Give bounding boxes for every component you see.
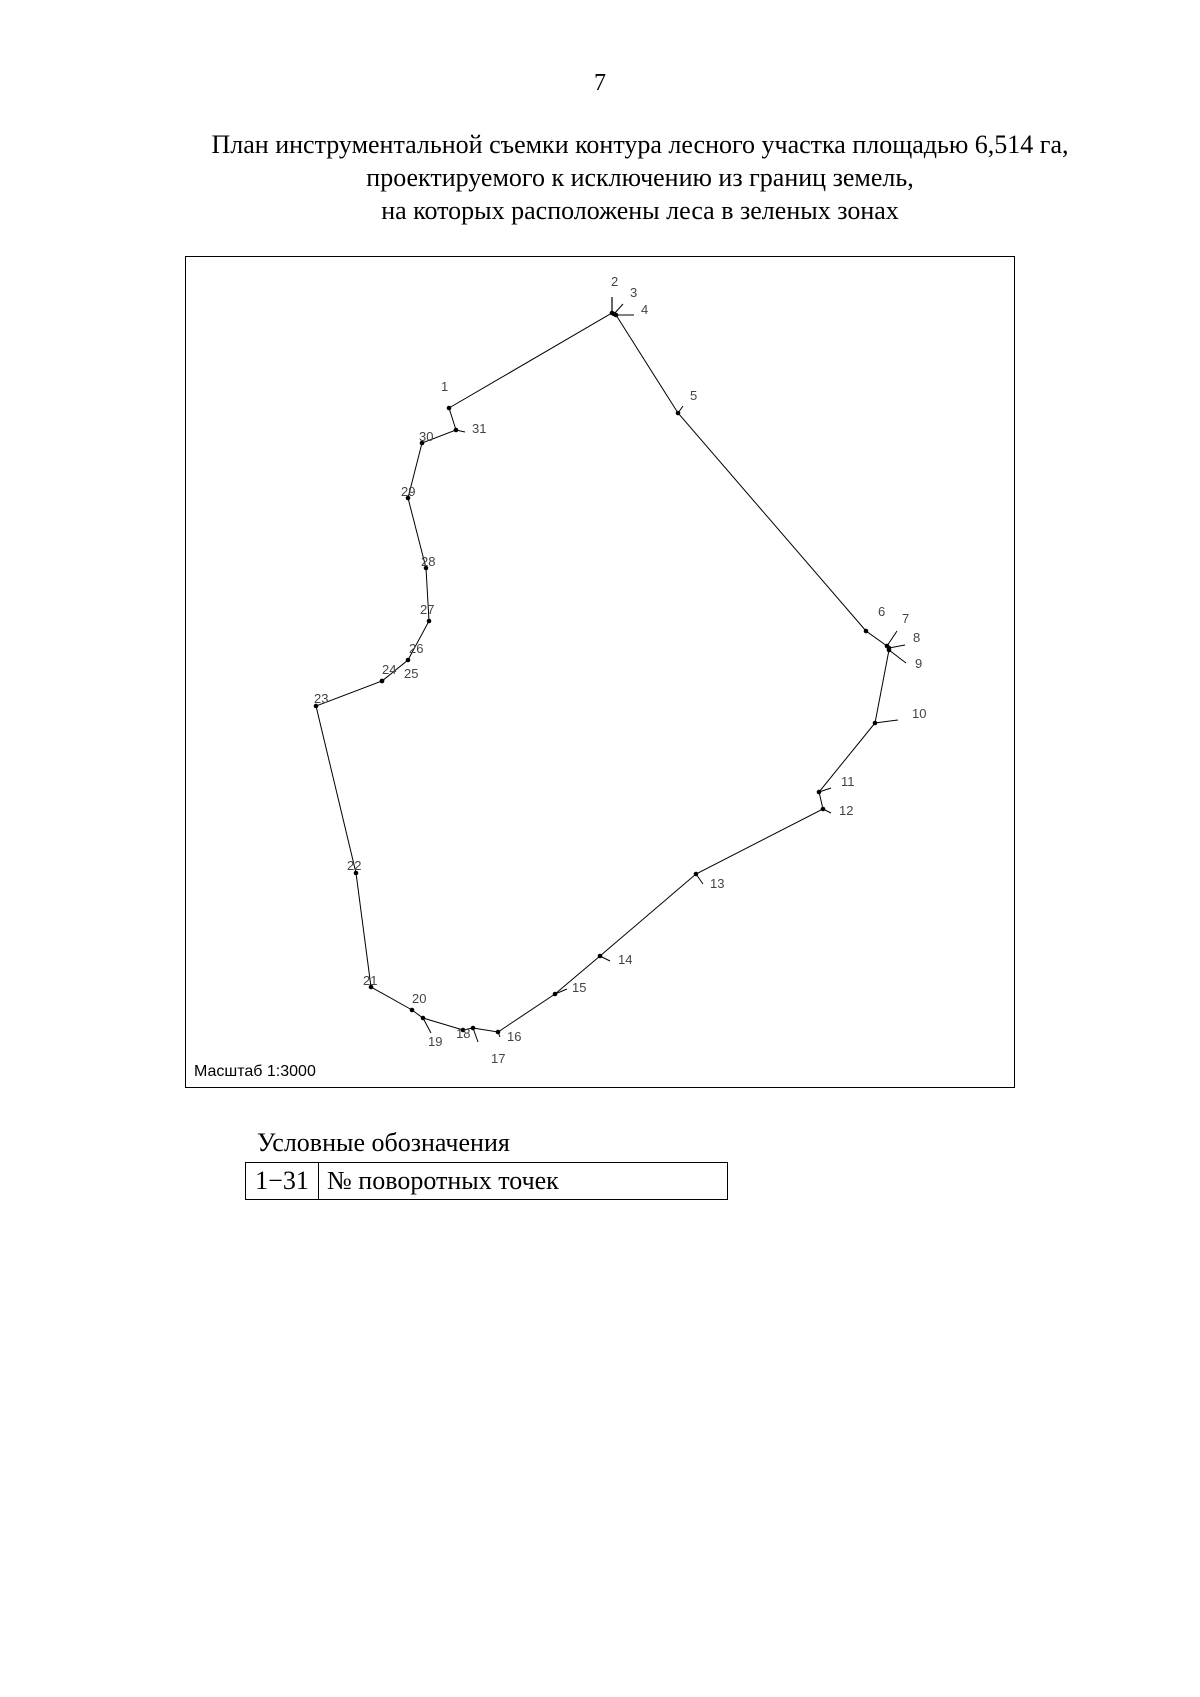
turning-point-label: 21	[363, 973, 378, 988]
turning-point-marker	[873, 721, 878, 726]
turning-point-label: 17	[491, 1051, 506, 1066]
turning-point-marker	[496, 1030, 501, 1035]
turning-point-label: 22	[347, 858, 362, 873]
turning-point-marker	[454, 428, 459, 433]
turning-point-label: 23	[314, 691, 329, 706]
turning-point-label: 29	[401, 484, 416, 499]
turning-point-label: 28	[421, 554, 436, 569]
turning-point-marker	[406, 658, 411, 663]
turning-point-marker	[421, 1016, 426, 1021]
survey-plan-map	[185, 256, 1015, 1088]
turning-point-marker	[817, 790, 822, 795]
turning-point-marker	[410, 1008, 415, 1013]
turning-point-label: 12	[839, 803, 854, 818]
turning-point-label: 6	[878, 604, 886, 619]
turning-point-marker	[864, 629, 869, 634]
point-leader	[875, 720, 898, 723]
turning-point-label: 15	[572, 980, 587, 995]
turning-point-label: 3	[630, 285, 638, 300]
turning-point-marker	[598, 954, 603, 959]
turning-point-label: 8	[913, 630, 921, 645]
title-line: на которых расположены леса в зеленых зонах	[381, 196, 899, 225]
turning-point-marker	[676, 411, 681, 416]
turning-point-label: 31	[472, 421, 487, 436]
parcel-boundary	[316, 313, 889, 1032]
legend-title: Условные обозначения	[257, 1128, 510, 1157]
turning-point-label: 5	[690, 388, 698, 403]
turning-point-marker	[553, 992, 558, 997]
turning-point-label: 20	[412, 991, 427, 1006]
turning-point-marker	[887, 648, 892, 653]
turning-point-label: 2	[611, 274, 619, 289]
turning-point-marker	[380, 679, 385, 684]
legend-row	[246, 1163, 728, 1200]
turning-point-label: 27	[420, 602, 435, 617]
turning-point-label: 24	[382, 662, 397, 677]
document-title	[160, 128, 1120, 227]
legend-description: № поворотных точек	[319, 1163, 728, 1200]
page-number: 7	[594, 70, 606, 96]
turning-point-marker	[694, 872, 699, 877]
turning-point-label: 4	[641, 302, 649, 317]
turning-point-label: 13	[710, 876, 725, 891]
turning-point-label: 30	[419, 429, 434, 444]
turning-point-label: 16	[507, 1029, 522, 1044]
turning-point-label: 19	[428, 1034, 443, 1049]
turning-point-label: 14	[618, 952, 633, 967]
turning-point-marker	[614, 313, 619, 318]
point-leader	[889, 650, 906, 663]
point-leader	[887, 631, 897, 646]
title-line: План инструментальной съемки контура лесного участка площадью 6,514 га,	[211, 130, 1069, 159]
turning-point-label: 1	[441, 379, 449, 394]
turning-point-label: 18	[456, 1026, 471, 1041]
turning-point-marker	[821, 807, 826, 812]
turning-point-label: 7	[902, 611, 910, 626]
turning-point-label: 10	[912, 706, 927, 721]
turning-point-label: 9	[915, 656, 923, 671]
scale-label: Масштаб 1:3000	[194, 1063, 316, 1080]
turning-point-label: 26	[409, 641, 424, 656]
turning-point-marker	[427, 619, 432, 624]
turning-point-label: 11	[841, 774, 855, 789]
legend-symbol: 1−31	[246, 1163, 319, 1200]
turning-point-marker	[471, 1026, 476, 1031]
legend-table	[245, 1162, 728, 1200]
survey-plan-svg	[186, 257, 1013, 1086]
point-leader	[889, 645, 905, 648]
turning-point-marker	[447, 406, 452, 411]
turning-point-label: 25	[404, 666, 419, 681]
title-line: проектируемого к исключению из границ земель,	[366, 163, 914, 192]
